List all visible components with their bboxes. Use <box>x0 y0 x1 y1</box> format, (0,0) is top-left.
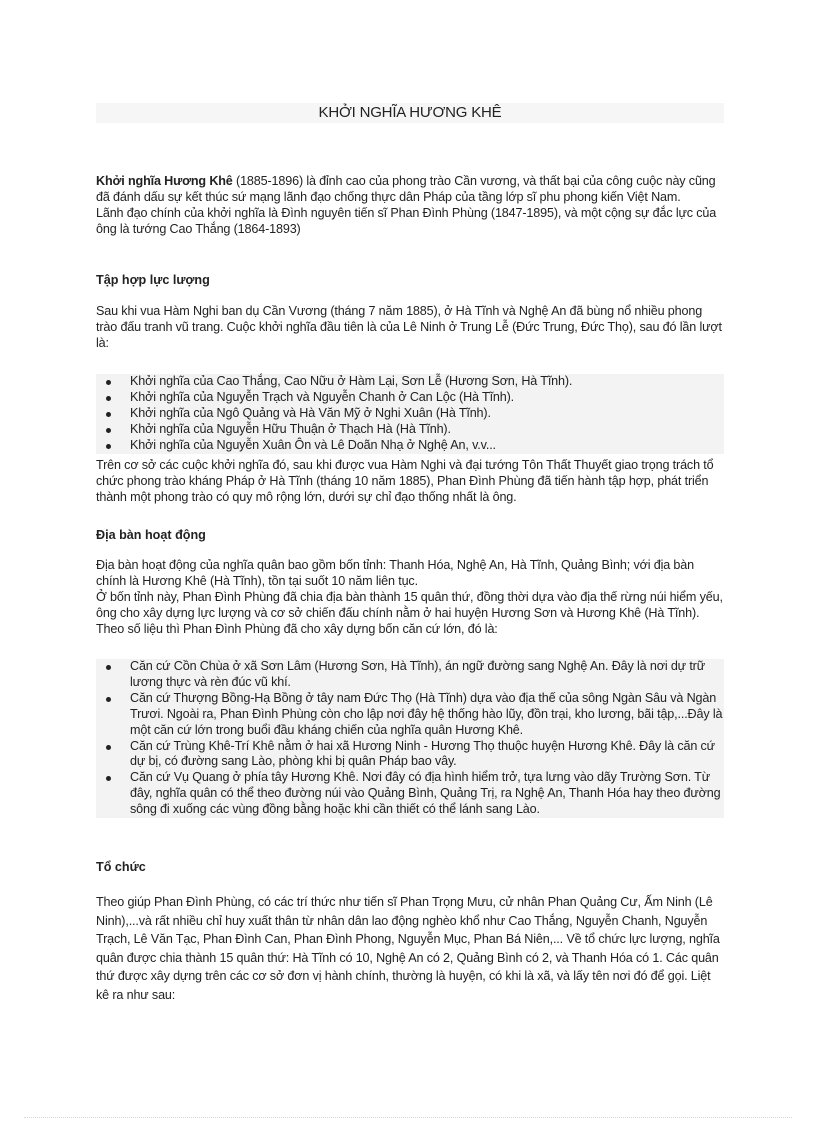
dia-ban-p1: Địa bàn hoạt động của nghĩa quân bao gồm bốn tỉnh: Thanh Hóa, Nghệ An, Hà Tĩnh, Quảng Bình; với địa bàn chính là Hương Khê (Hà Tĩnh), tồn tại suốt 10 năm liên tục. <box>96 558 694 588</box>
intro-text-1: (1885-1896) là đỉnh cao của phong trào Cần vương, và thất bại của công cuộc này cũng đã đánh dấu sự kết thúc sứ mạng lãnh đạo chống thực dân Pháp của tầng lớp sĩ phu phong kiến Việt Nam. <box>96 174 716 204</box>
intro-bold-lead: Khởi nghĩa Hương Khê <box>96 174 233 188</box>
to-chuc-paragraph: Theo giúp Phan Đình Phùng, có các trí thức như tiến sĩ Phan Trọng Mưu, cử nhân Phan Quảng Cư, Ấm Ninh (Lê Ninh),...và rất nhiều chỉ huy xuất thân từ nhân dân lao động nghèo khổ như Cao Thắng, Nguyễn Chanh, Nguyễn Trạch, Lê Văn Tạc, Phan Đình Can, Phan Đình Phong, Nguyễn Mục, Phan Bá Niên,... Về tổ chức lực lượng, nghĩa quân được chia thành 15 quân thứ: Hà Tĩnh có 10, Nghệ An có 2, Quảng Bình có 2, và Thanh Hóa có 1. Các quân thứ được xây dựng trên các cơ sở đơn vị hành chính, thường là huyện, có khi là xã, và lấy tên nơi đó để gọi. Liệt kê ra như sau: <box>96 895 720 1002</box>
list-item: Căn cứ Trùng Khê-Trí Khê nằm ở hai xã Hương Ninh - Hương Thọ thuộc huyện Hương Khê. Đây là căn cứ dự bị, có đường sang Lào, phòng khi bị quân Pháp bao vây. <box>96 739 724 771</box>
heading-to-chuc: Tổ chức <box>96 860 146 874</box>
tap-hop-paragraph: Sau khi vua Hàm Nghi ban dụ Cần Vương (tháng 7 năm 1885), ở Hà Tĩnh và Nghệ An đã bùng nổ nhiều phong trào đấu tranh vũ trang. Cuộc khởi nghĩa đầu tiên là của Lê Ninh ở Trung Lễ (Đức Trung, Đức Thọ), sau đó lần lượt là: <box>96 304 722 350</box>
heading-tap-hop-luc-luong: Tập hợp lực lượng <box>96 273 210 287</box>
dia-ban-paragraph <box>96 558 724 638</box>
list-item: Căn cứ Thượng Bồng-Hạ Bồng ở tây nam Đức Thọ (Hà Tĩnh) dựa vào địa thế của sông Ngàn Sâu và Ngàn Trươi. Ngoài ra, Phan Đình Phùng còn cho lập nơi đây hệ thống hào lũy, đồn trại, kho lương, bãi tập,...Đây là một căn cứ lớn trong buổi đầu kháng chiến của nghĩa quân Hương Khê. <box>96 691 724 739</box>
list-item: Khởi nghĩa của Nguyễn Xuân Ôn và Lê Doãn Nhạ ở Nghệ An, v.v... <box>96 438 724 454</box>
dia-ban-list <box>96 659 724 818</box>
tap-hop-list <box>96 374 724 454</box>
list-item: Khởi nghĩa của Nguyễn Trạch và Nguyễn Chanh ở Can Lộc (Hà Tĩnh). <box>96 390 724 406</box>
intro-text-2: Lãnh đạo chính của khởi nghĩa là Đình nguyên tiến sĩ Phan Đình Phùng (1847-1895), và một cộng sự đắc lực của ông là tướng Cao Thắng (1864-1893) <box>96 205 717 236</box>
list-item: Khởi nghĩa của Ngô Quảng và Hà Văn Mỹ ở Nghi Xuân (Hà Tĩnh). <box>96 406 724 422</box>
intro-paragraph <box>96 174 724 238</box>
dia-ban-p2: Ở bốn tỉnh này, Phan Đình Phùng đã chia địa bàn thành 15 quân thứ, đồng thời dựa vào địa thế rừng núi hiểm yếu, ông cho xây dựng lực lượng và cơ sở chiến đấu chính nằm ở hai huyện Hương Sơn và Hương Khê (Hà Tĩnh). Theo số liệu thì Phan Đình Phùng đã cho xây dựng bốn căn cứ lớn, đó là: <box>96 589 723 636</box>
document-title: KHỞI NGHĨA HƯƠNG KHÊ <box>96 103 724 123</box>
list-item: Khởi nghĩa của Nguyễn Hữu Thuận ở Thạch Hà (Hà Tĩnh). <box>96 422 724 438</box>
list-item: Căn cứ Vụ Quang ở phía tây Hương Khê. Nơi đây có địa hình hiểm trở, tựa lưng vào dãy Trường Sơn. Từ đây, nghĩa quân có thể theo đường núi vào Quảng Bình, Quảng Trị, ra Nghệ An, Thanh Hóa hay theo đường sông đi xuống các vùng đồng bằng hoặc khi cần thiết có thể lánh sang Lào. <box>96 770 724 818</box>
page-bottom-rule <box>24 1117 792 1118</box>
list-item: Căn cứ Cồn Chùa ở xã Sơn Lâm (Hương Sơn, Hà Tĩnh), án ngữ đường sang Nghệ An. Đây là nơi dự trữ lương thực và rèn đúc vũ khí. <box>96 659 724 691</box>
tap-hop-after-paragraph: Trên cơ sở các cuộc khởi nghĩa đó, sau khi được vua Hàm Nghi và đại tướng Tôn Thất Thuyết giao trọng trách tổ chức phong trào kháng Pháp ở Hà Tĩnh (tháng 10 năm 1885), Phan Đình Phùng đã tiến hành tập hợp, phát triển thành một phong trào có quy mô rộng lớn, dưới sự chỉ đạo thống nhất là ông. <box>96 458 714 504</box>
heading-dia-ban-hoat-dong: Địa bàn hoạt động <box>96 528 206 542</box>
list-item: Khởi nghĩa của Cao Thắng, Cao Nữu ở Hàm Lại, Sơn Lễ (Hương Sơn, Hà Tĩnh). <box>96 374 724 390</box>
